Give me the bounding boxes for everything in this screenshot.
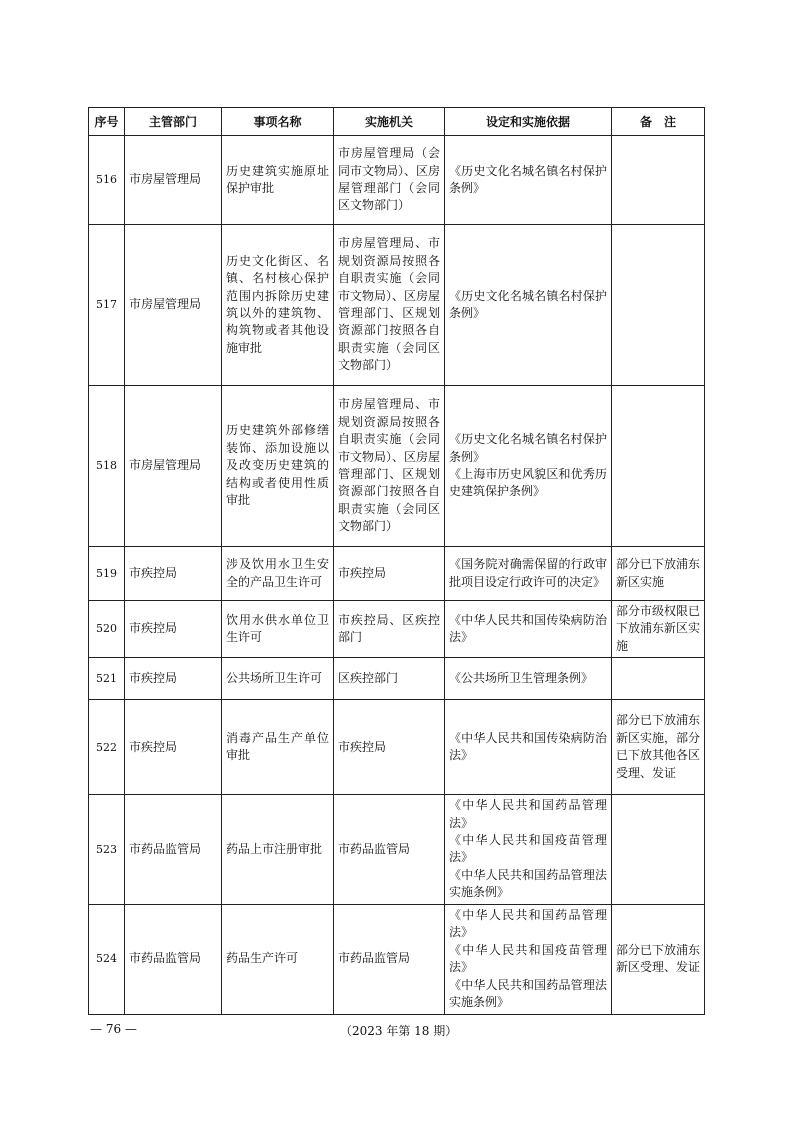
cell-dept: 市房屋管理局: [125, 225, 222, 386]
table-row: [89, 904, 705, 1014]
cell-agency: 市药品监管局: [334, 795, 445, 904]
cell-seq: 523: [89, 795, 125, 904]
cell-basis: 《中华人民共和国传染病防治法》: [445, 700, 612, 795]
header-dept: 主管部门: [125, 108, 222, 136]
cell-note: [612, 136, 705, 225]
cell-item: 历史文化街区、名镇、名村核心保护范围内拆除历史建筑以外的建筑物、构筑物或者其他设施审批: [222, 225, 334, 386]
header-item: 事项名称: [222, 108, 334, 136]
cell-dept: 市疾控局: [125, 658, 222, 700]
cell-note: 部分已下放浦东新区实施: [612, 547, 705, 601]
page-number: — 76 —: [90, 1022, 137, 1036]
cell-item: 涉及饮用水卫生安全的产品卫生许可: [222, 547, 334, 601]
cell-dept: 市房屋管理局: [125, 386, 222, 547]
cell-item: 公共场所卫生许可: [222, 658, 334, 700]
cell-seq: 516: [89, 136, 125, 225]
cell-seq: 520: [89, 601, 125, 658]
table-row: [89, 601, 705, 658]
cell-basis: 《中华人民共和国药品管理法》 《中华人民共和国疫苗管理法》 《中华人民共和国药品管理法实施条例》: [445, 904, 612, 1014]
table-row: [89, 700, 705, 795]
cell-seq: 517: [89, 225, 125, 386]
cell-agency: 市房屋管理局、市规划资源局按照各自职责实施（会同市文物局）、区房屋管理部门、区规划资源部门按照各自职责实施（会同区文物部门）: [334, 225, 445, 386]
cell-dept: 市药品监管局: [125, 795, 222, 904]
cell-dept: 市疾控局: [125, 601, 222, 658]
cell-basis: 《历史文化名城名镇名村保护条例》: [445, 136, 612, 225]
table-row: [89, 795, 705, 904]
cell-dept: 市药品监管局: [125, 904, 222, 1014]
table-row: [89, 386, 705, 547]
table-row: [89, 136, 705, 225]
cell-item: 历史建筑外部修缮装饰、添加设施以及改变历史建筑的结构或者使用性质审批: [222, 386, 334, 547]
table-row: [89, 547, 705, 601]
cell-basis: 《中华人民共和国药品管理法》 《中华人民共和国疫苗管理法》 《中华人民共和国药品管理法实施条例》: [445, 795, 612, 904]
cell-seq: 524: [89, 904, 125, 1014]
cell-basis: 《中华人民共和国传染病防治法》: [445, 601, 612, 658]
cell-note: 部分已下放浦东新区受理、发证: [612, 904, 705, 1014]
cell-agency: 市房屋管理局（会同市文物局）、区房屋管理部门（会同区文物部门）: [334, 136, 445, 225]
cell-agency: 区疾控部门: [334, 658, 445, 700]
header-note: 备 注: [612, 108, 705, 136]
table-row: [89, 658, 705, 700]
cell-agency: 市房屋管理局、市规划资源局按照各自职责实施（会同市文物局）、区房屋管理部门、区规划资源部门按照各自职责实施（会同区文物部门）: [334, 386, 445, 547]
table-row: [89, 225, 705, 386]
header-seq: 序号: [89, 108, 125, 136]
cell-note: [612, 795, 705, 904]
cell-seq: 521: [89, 658, 125, 700]
cell-item: 药品生产许可: [222, 904, 334, 1014]
cell-item: 饮用水供水单位卫生许可: [222, 601, 334, 658]
cell-seq: 522: [89, 700, 125, 795]
cell-agency: 市药品监管局: [334, 904, 445, 1014]
cell-dept: 市疾控局: [125, 547, 222, 601]
table-header-row: [89, 108, 705, 136]
header-agency: 实施机关: [334, 108, 445, 136]
cell-basis: 《公共场所卫生管理条例》: [445, 658, 612, 700]
cell-item: 历史建筑实施原址保护审批: [222, 136, 334, 225]
cell-agency: 市疾控局: [334, 547, 445, 601]
approval-items-table: [88, 107, 705, 1015]
issue-label: （2023 年第 18 期）: [340, 1024, 458, 1038]
cell-item: 药品上市注册审批: [222, 795, 334, 904]
cell-basis: 《历史文化名城名镇名村保护条例》 《上海市历史风貌区和优秀历史建筑保护条例》: [445, 386, 612, 547]
cell-agency: 市疾控局: [334, 700, 445, 795]
cell-note: [612, 658, 705, 700]
cell-seq: 518: [89, 386, 125, 547]
cell-note: 部分已下放浦东新区实施，部分已下放其他各区受理、发证: [612, 700, 705, 795]
cell-dept: 市房屋管理局: [125, 136, 222, 225]
header-basis: 设定和实施依据: [445, 108, 612, 136]
cell-basis: 《国务院对确需保留的行政审批项目设定行政许可的决定》: [445, 547, 612, 601]
cell-basis: 《历史文化名城名镇名村保护条例》: [445, 225, 612, 386]
cell-note: [612, 386, 705, 547]
cell-note: 部分市级权限已下放浦东新区实施: [612, 601, 705, 658]
cell-agency: 市疾控局、区疾控部门: [334, 601, 445, 658]
cell-item: 消毒产品生产单位审批: [222, 700, 334, 795]
cell-seq: 519: [89, 547, 125, 601]
cell-dept: 市疾控局: [125, 700, 222, 795]
cell-note: [612, 225, 705, 386]
